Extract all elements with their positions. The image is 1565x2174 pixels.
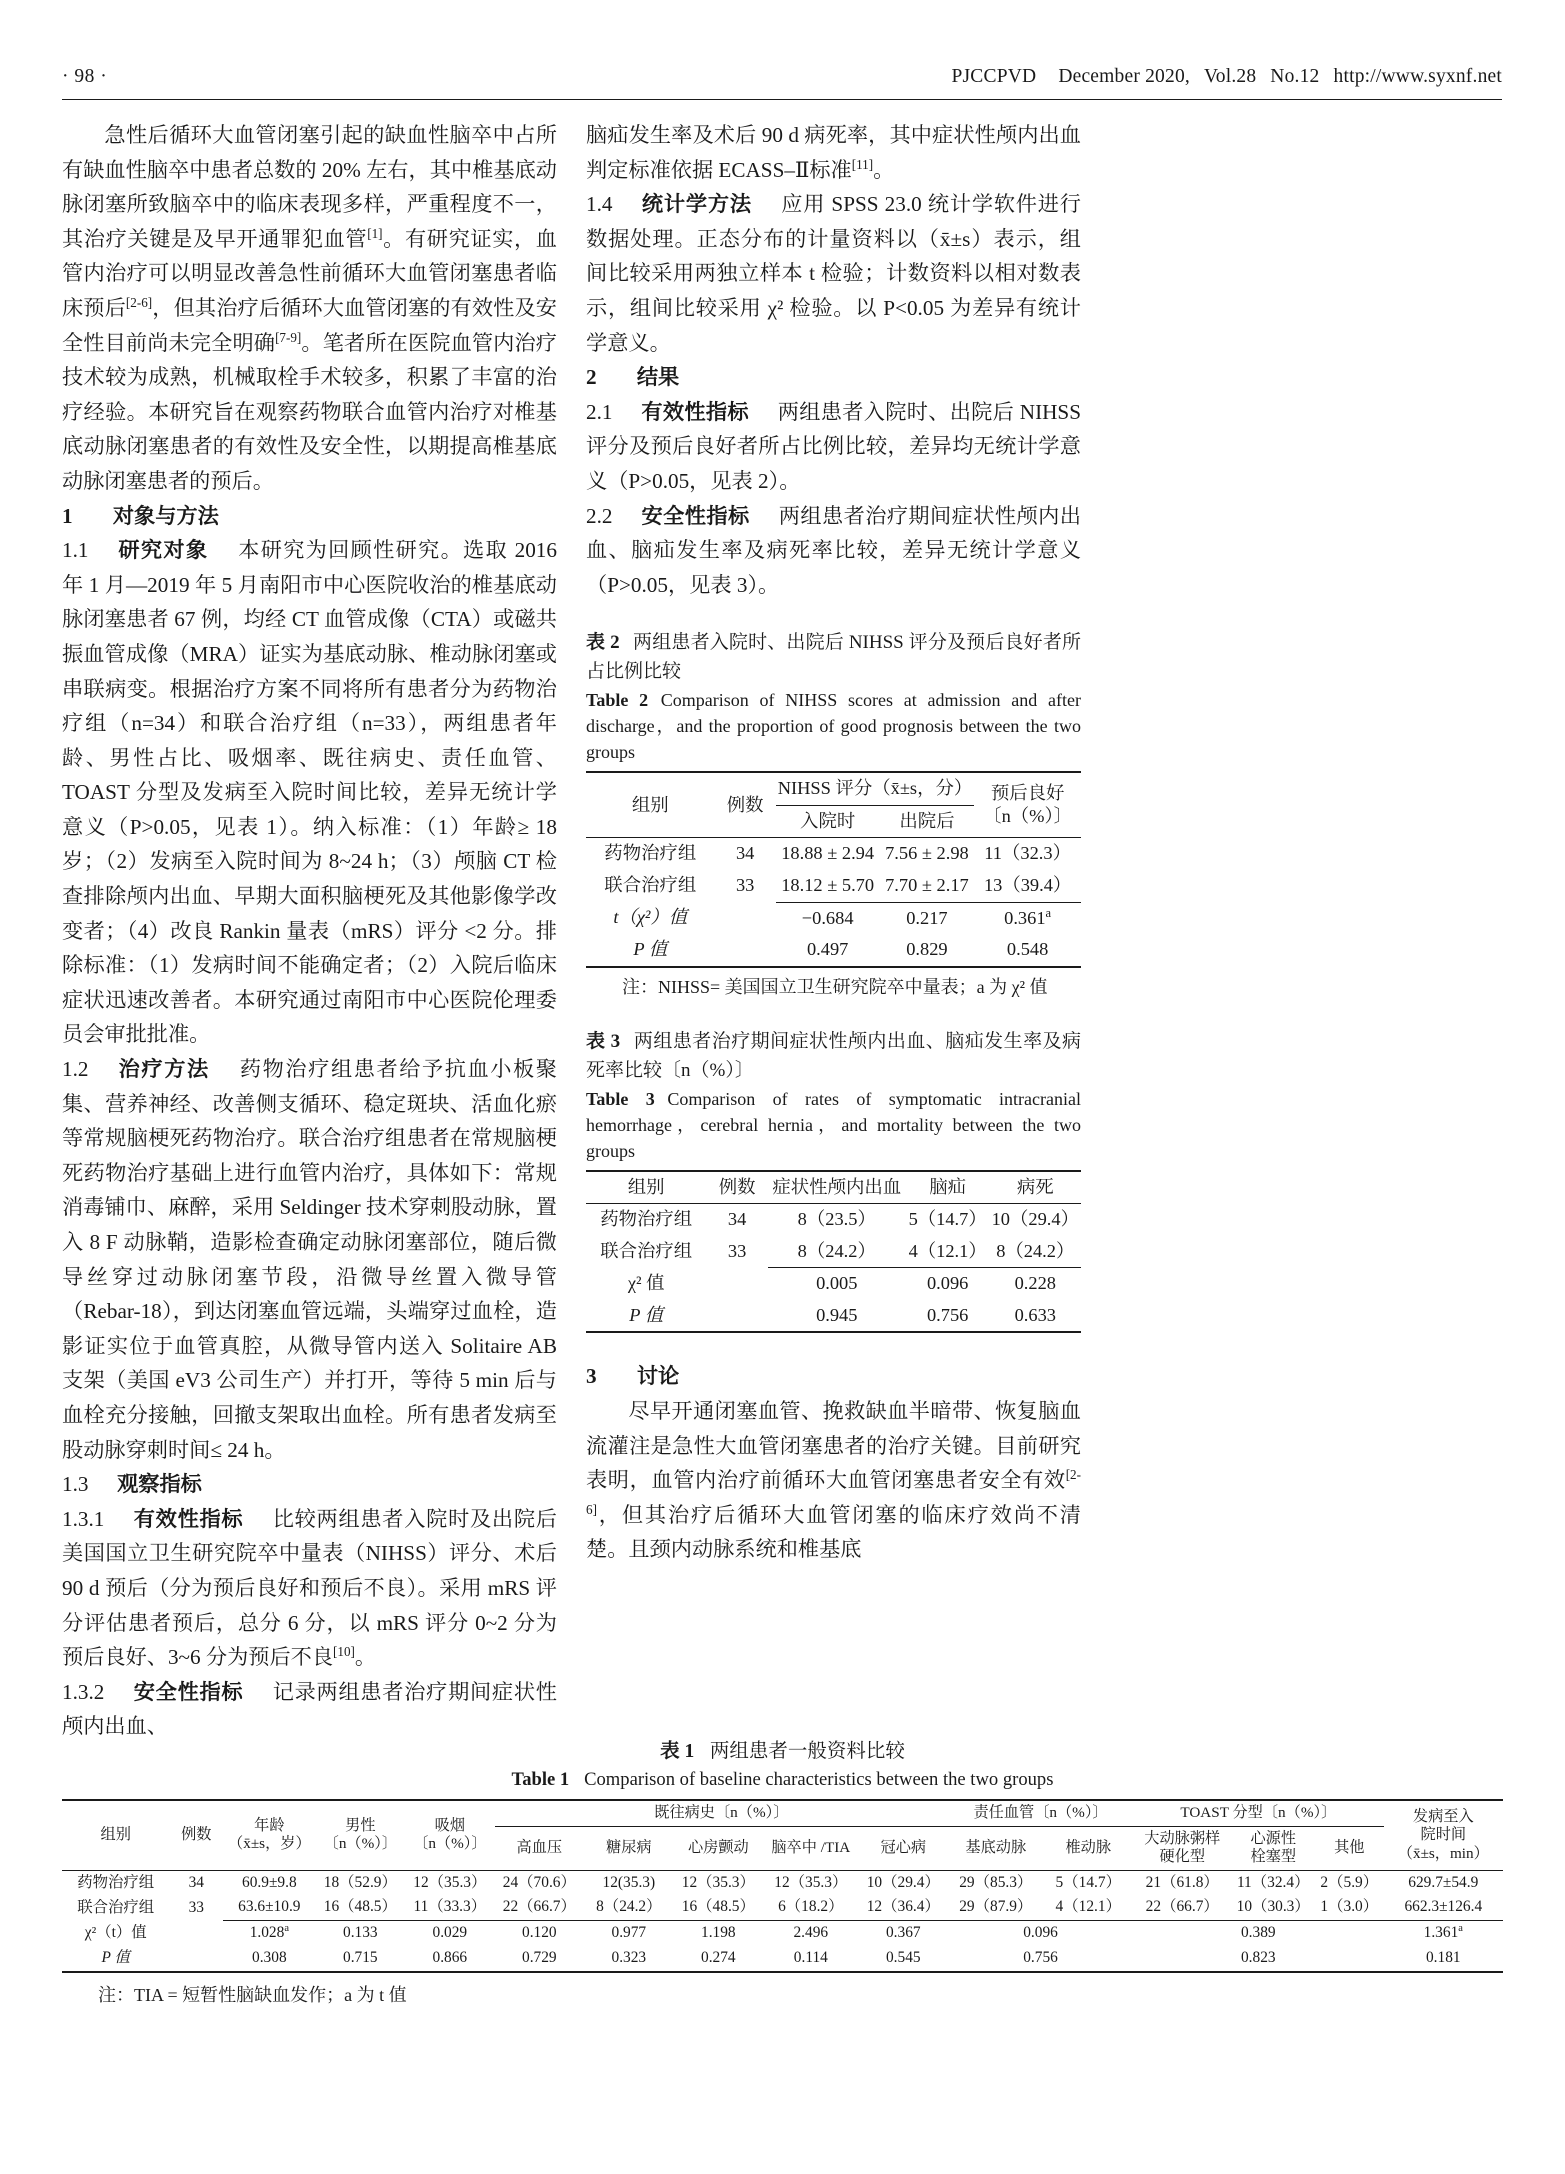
table-1-label-en: Table 1 [511, 1769, 570, 1790]
table-2-label-cn: 表 2 [586, 632, 620, 654]
table-3-stat-p-label: P 值 [629, 1304, 664, 1325]
issue-number: No.12 [1270, 66, 1320, 87]
table-1-stat-chi-onset: 1.361$^a$ [1423, 1923, 1463, 1942]
table-2-note: 注：NIHSS= 美国国立卫生研究院卒中量表；a 为 χ² 值 [622, 976, 1048, 997]
subsection-1-3-1-label: 有效性指标 [132, 1506, 244, 1531]
table-1-header-n: 例数 [181, 1826, 212, 1844]
table-3-stat-chi-death: 0.228 [1014, 1273, 1056, 1294]
table-1-stat-chi-hypertension: 0.120 [522, 1924, 557, 1942]
table-1-stat-p-chd: 0.545 [885, 1948, 921, 1966]
table-1-stat-chi-smoke: 0.029 [432, 1924, 468, 1942]
subsection-2-1-label: 有效性指标 [641, 399, 749, 424]
table-1-r1-other: 1（3.0） [1315, 1895, 1384, 1920]
table-3-r1-death: 8（24.2） [990, 1236, 1081, 1268]
table-1-note: 注：TIA = 短暂性脑缺血发作；a 为 t 值 [98, 1984, 407, 2005]
table-1-title-cn: 两组患者一般资料比较 [709, 1741, 905, 1762]
table-1-r1-age: 63.6±10.9 [223, 1895, 315, 1920]
table-1-r1-group: 联合治疗组 [77, 1898, 155, 1916]
table-1 [62, 1799, 1503, 1973]
table-1-stat-p-afib: 0.274 [701, 1948, 736, 1966]
table-1-header-vertebral: 椎动脉 [1065, 1838, 1112, 1856]
table-3-label-en: Table 3 [586, 1088, 655, 1109]
table-3-r0-hernia: 5（14.7） [908, 1209, 987, 1230]
table-1-r0-group: 药物治疗组 [77, 1873, 155, 1891]
table-2-r1-prognosis: 13（39.4） [974, 870, 1081, 902]
table-1-stat-chi-male: 0.133 [343, 1924, 378, 1942]
table-1-header-history: 既往病史〔n（%）〕 [495, 1800, 948, 1826]
table-1-r1-male: 16（48.5） [316, 1895, 406, 1920]
table-1-stat-chi-afib: 1.198 [701, 1924, 736, 1942]
citation-ref-11: [11] [851, 156, 874, 172]
table-1-r0-onset: 629.7±54.9 [1408, 1873, 1479, 1891]
table-3-r0-death: 10（29.4） [991, 1209, 1079, 1230]
table-3-label-cn: 表 3 [586, 1030, 621, 1052]
table-1-stat-p-row [62, 1946, 1503, 1972]
table-1-header-age: 年龄 （x̄±s，岁） [228, 1816, 311, 1853]
table-1-header-smoke: 吸烟 〔n（%）〕 [413, 1816, 487, 1853]
citation-ref-3: [7-9] [275, 329, 302, 345]
table-3-stat-chi-sich: 0.005 [816, 1273, 858, 1294]
table-1-r1-smoke: 11（33.3） [405, 1895, 495, 1920]
subsection-1-1-label: 研究对象 [117, 538, 209, 563]
table-1-r1-ce: 10（30.3） [1231, 1895, 1315, 1920]
table-1-stat-chi-row [62, 1921, 1503, 1946]
section-1-number: 1 [62, 503, 73, 528]
table-2-r1-admission: 18.12 ± 5.70 [776, 870, 880, 902]
table-3-r1-sich: 8（24.2） [768, 1236, 906, 1268]
table-1-header-vessel: 责任血管〔n（%）〕 [948, 1800, 1133, 1826]
table-2-header-prognosis-line1: 预后良好 [990, 782, 1065, 803]
left-column [62, 118, 557, 1744]
subsection-2-1-text: 两组患者入院时、出院后 NIHSS 评分及预后良好者所占比例比较，差异均无统计学意义（P>0.05，见表 2）。 [586, 399, 1081, 493]
journal-abbrev: PJCCPVD [951, 66, 1037, 87]
intro-text-b: 。有研究证实，血管内治疗可以明显改善急性前循环大血管闭塞患者临床预后 [62, 226, 557, 320]
subsection-1-2-label: 治疗方法 [117, 1057, 210, 1082]
table-1-r0-n: 34 [188, 1873, 204, 1891]
citation-ref-2-6: [2-6] [586, 1467, 1081, 1517]
table-3-stat-p-row [586, 1300, 1081, 1333]
table-3-r0-group: 药物治疗组 [600, 1209, 693, 1230]
table-1-r1-onset: 662.3±126.4 [1384, 1895, 1503, 1920]
table-3-header-sich: 症状性颅内出血 [772, 1176, 902, 1197]
table-2-stat-t-prognosis-sup: a [1045, 905, 1052, 920]
table-3-stat-chi-row [586, 1268, 1081, 1300]
continuation-paragraph [586, 118, 1081, 187]
table-3-title-cn: 两组患者治疗期间症状性颅内出血、脑疝发生率及病死率比较〔n（%）〕 [586, 1030, 1081, 1081]
table-1-header-las: 大动脉粥样 硬化型 [1144, 1829, 1221, 1866]
table-1-r0-las: 21（61.8） [1145, 1873, 1219, 1891]
subsection-1-4-text: 应用 SPSS 23.0 统计学软件进行数据处理。正态分布的计量资料以（x̄±s）表示，组间比较采用两独立样本 t 检验；计数资料以相对数表示，组间比较采用 χ² 检验。以 P<0.05 为差异有统计学意义。 [586, 192, 1081, 355]
subsection-2-2-text: 两组患者治疗期间症状性颅内出血、脑疝发生率及病死率比较，差异无统计学意义（P>0.05，见表 3）。 [586, 503, 1081, 597]
table-1-r0-chd: 10（29.4） [866, 1873, 940, 1891]
discussion-text-b: ，但其治疗后循环大血管闭塞的临床疗效尚不清楚。且颈内动脉系统和椎基底 [586, 1502, 1081, 1562]
table-2-stat-t-empty [715, 902, 776, 934]
table-3-header-group: 组别 [627, 1176, 665, 1197]
table-1-stat-p-age: 0.308 [252, 1948, 287, 1966]
table-1-stat-p-stroke: 0.114 [793, 1948, 828, 1966]
header-rule [62, 99, 1502, 100]
table-3-stat-p-death: 0.633 [1014, 1304, 1056, 1325]
journal-url: http://www.syxnf.net [1333, 66, 1502, 87]
subsection-1-3-label: 观察指标 [117, 1472, 202, 1497]
subsection-1-1-number: 1.1 [62, 538, 89, 563]
section-2-heading [586, 360, 1081, 395]
page-folio: · 98 · [62, 66, 108, 87]
table-2-stat-t-row [586, 902, 1081, 934]
table-3-header-hernia: 脑疝 [929, 1176, 967, 1197]
subsection-1-4-label: 统计学方法 [641, 192, 752, 217]
table-1-r0-ce: 11（32.4） [1236, 1873, 1310, 1891]
continuation-text-b: 。 [873, 157, 895, 182]
table-3-stat-p-hernia: 0.756 [926, 1304, 969, 1325]
section-2-number: 2 [586, 365, 597, 390]
table-3-r0-n: 34 [727, 1209, 747, 1230]
subsection-1-2-text: 药物治疗组患者给予抗血小板聚集、营养神经、改善侧支循环、稳定斑块、活血化瘀等常规脑梗死药物治疗。联合治疗组患者在常规脑梗死药物治疗基础上进行血管内治疗，具体如下：常规消毒铺巾、麻醉，采用 Seldinger 技术穿刺股动脉，置入 8 F 动脉鞘，造影检查确定动脉闭塞部位，随后微导丝穿过动脉闭塞节段，沿微导丝置入微导管（Rebar-18），到达闭塞血管远端，头端穿过血栓，造影证实位于血管真腔，从微导管内送入 Solitaire AB 支架（美国 eV3 公司生产）并打开，等待 5 min 后与血栓充分接触，回撤支架取出血栓。所有患者发病至股动脉穿刺时间≤ 24 h。 [62, 1057, 557, 1462]
table-3-caption-en [586, 1086, 1081, 1164]
subsection-1-1-text: 本研究为回顾性研究。选取 2016 年 1 月—2019 年 5 月南阳市中心医院收治的椎基底动脉闭塞患者 67 例，均经 CT 血管成像（CTA）或磁共振血管成像（MRA）证实为基底动脉、椎动脉闭塞或串联病变。根据治疗方案不同将所有患者分为药物治疗组（n=34）和联合治疗组（n=33），两组患者年龄、男性占比、吸烟率、既往病史、责任血管、TOAST 分型及发病至入院时间比较，差异无统计学意义（P>0.05，见表 1）。纳入标准：（1）年龄≥ 18 岁；（2）发病至入院时间为 8~24 h；（3）颅脑 CT 检查排除颅内出血、早期大面积脑梗死及其他影像学改变者；（4）改良 Rankin 量表（mRS）评分 <2 分。排除标准：（1）发病时间不能确定者；（2）入院后临床症状迅速改善者。本研究通过南阳市中心医院伦理委员会审批批准。 [62, 538, 557, 1047]
table-row [62, 1895, 1503, 1920]
table-2-stat-t-label: t（χ²）值 [613, 907, 688, 928]
table-1-stat-p-hypertension: 0.729 [522, 1948, 557, 1966]
table-1-header-onset: 发病至入 院时间 （x̄±s，min） [1397, 1807, 1489, 1862]
subsection-1-3 [62, 1467, 557, 1502]
citation-ref-2: [2-6] [125, 294, 153, 310]
table-2-header-group: 组别 [631, 794, 669, 815]
table-1-r0-vertebral: 5（14.7） [1055, 1873, 1121, 1891]
table-2-stat-p-admission: 0.497 [806, 939, 849, 960]
table-1-block [62, 1738, 1503, 2009]
table-1-r1-afib: 16（48.5） [674, 1895, 764, 1920]
table-3-block [586, 1027, 1081, 1334]
table-2-stat-p-row [586, 934, 1081, 967]
table-1-header-basilar: 基底动脉 [965, 1838, 1027, 1856]
subsection-1-3-1-text2: 。 [354, 1645, 377, 1670]
table-1-stat-chi-toast: 0.389 [1240, 1924, 1276, 1942]
table-2-r1-group: 联合治疗组 [604, 875, 697, 896]
subsection-1-3-1-text: 比较两组患者入院时及出院后美国国立卫生研究院卒中量表（NIHSS）评分、术后 90 d 预后（分为预后良好和预后不良）。采用 mRS 评分评估患者预后，总分 6 分，以 mRS 评分 0~2 分为预后良好、3~6 分为预后不良 [62, 1506, 557, 1670]
subsection-1-3-2-text: 记录两组患者治疗期间症状性颅内出血、 [62, 1679, 557, 1739]
issue-date: December 2020, [1058, 66, 1190, 87]
table-2-caption-cn [586, 628, 1081, 686]
table-3-stat-p-empty [706, 1300, 767, 1333]
table-1-stat-p-toast: 0.823 [1240, 1948, 1276, 1966]
table-2-header-admission: 入院时 [800, 810, 856, 831]
table-1-header-diabetes: 糖尿病 [606, 1838, 652, 1856]
intro-text-d: 。笔者所在医院血管内治疗技术较为成熟，机械取栓手术较多，积累了丰富的治疗经验。本研究旨在观察药物联合血管内治疗对椎基底动脉闭塞患者的有效性及安全性，以期提高椎基底动脉闭塞患者的预后。 [62, 330, 557, 493]
table-2-block [586, 628, 1081, 1000]
subsection-1-3-number: 1.3 [62, 1472, 89, 1497]
table-3-stat-p-sich: 0.945 [816, 1304, 858, 1325]
table-1-r0-other: 2（5.9） [1320, 1873, 1379, 1891]
table-1-r1-basilar: 29（87.9） [948, 1895, 1043, 1920]
table-2-header-n: 例数 [726, 794, 764, 815]
table-1-caption-en [62, 1766, 1503, 1793]
table-row [62, 1870, 1503, 1895]
table-1-header-chd: 冠心病 [880, 1838, 927, 1856]
table-3-header-death: 病死 [1016, 1176, 1054, 1197]
table-2-r0-discharge: 7.56 ± 2.98 [885, 843, 969, 864]
table-2-stat-p-prognosis: 0.548 [1006, 939, 1049, 960]
table-2-caption-en [586, 687, 1081, 765]
table-1-header-toast: TOAST 分型〔n（%）〕 [1133, 1800, 1384, 1826]
table-3-r1-n: 33 [727, 1240, 747, 1261]
table-1-r0-basilar: 29（85.3） [959, 1873, 1033, 1891]
subsection-2-2-number: 2.2 [586, 503, 613, 528]
table-1-header-group: 组别 [100, 1826, 131, 1844]
table-1-stat-p-empty [169, 1946, 223, 1972]
table-2-stat-p-label: P 值 [633, 939, 668, 960]
table-3-stat-chi-empty [706, 1268, 767, 1300]
discussion-paragraph [586, 1394, 1081, 1567]
intro-text-c: ，但其治疗后循环大血管闭塞的有效性及安全性目前尚未完全明确 [62, 295, 557, 355]
table-1-stat-p-vessel: 0.756 [1023, 1948, 1058, 1966]
table-3-r1-hernia: 4（12.1） [906, 1236, 990, 1268]
table-1-header-afib: 心房颤动 [687, 1838, 749, 1856]
intro-text-a: 急性后循环大血管闭塞引起的缺血性脑卒中占所有缺血性脑卒中患者总数的 20% 左右，其中椎基底动脉闭塞所致脑卒中的临床表现多样，严重程度不一，其治疗关键是及早开通罪犯血管 [62, 123, 557, 251]
subsection-1-3-1 [62, 1502, 557, 1675]
table-1-stat-chi-chd: 0.367 [885, 1924, 921, 1942]
table-1-r1-n: 33 [188, 1898, 204, 1916]
table-1-caption-cn [62, 1738, 1503, 1766]
table-1-stat-chi-age: 1.028$^a$ [249, 1923, 289, 1942]
table-1-stat-chi-diabetes: 0.977 [611, 1924, 647, 1942]
citation-ref-1: [1] [367, 225, 383, 241]
table-2-r1-discharge: 7.70 ± 2.17 [880, 870, 975, 902]
table-3-r1-group: 联合治疗组 [600, 1240, 693, 1261]
section-3-title: 讨论 [636, 1364, 680, 1389]
table-2-r0-admission: 18.88 ± 2.94 [781, 843, 875, 864]
table-1-r1-stroke: 6（18.2） [763, 1895, 858, 1920]
table-2-stat-t-admission: −0.684 [801, 907, 854, 928]
section-3-number: 3 [586, 1364, 597, 1389]
citation-ref-10: [10] [333, 1644, 355, 1660]
volume: Vol.28 [1203, 66, 1257, 87]
table-2-title-en: Comparison of NIHSS scores at admission and after discharge，and the proportion of good prognosis between the two groups [586, 690, 1081, 763]
table-1-r1-diabetes: 8（24.2） [584, 1895, 674, 1920]
continuation-text-a: 脑疝发生率及术后 90 d 病死率，其中症状性颅内出血判定标准依据 ECASS–Ⅱ标准 [586, 123, 1081, 182]
table-2 [586, 771, 1081, 967]
table-1-r1-hypertension: 22（66.7） [495, 1895, 585, 1920]
subsection-2-1 [586, 395, 1081, 499]
section-1-title: 对象与方法 [112, 503, 219, 528]
table-2-r0-prognosis: 11（32.3） [984, 843, 1071, 864]
table-row [586, 838, 1081, 870]
table-1-r0-stroke: 12（35.3） [774, 1873, 848, 1891]
table-row [586, 1204, 1081, 1236]
table-1-r0-age: 60.9±9.8 [242, 1873, 297, 1891]
table-3-r0-sich: 8（23.5） [797, 1209, 876, 1230]
table-1-r0-male: 18（52.9） [323, 1873, 397, 1891]
subsection-1-3-2 [62, 1675, 557, 1744]
table-2-header-nihss: NIHSS 评分（x̄±s，分） [776, 772, 975, 805]
table-1-stat-p-smoke: 0.866 [432, 1948, 468, 1966]
table-3-title-en: Comparison of rates of symptomatic intracranial hemorrhage，cerebral hernia，and mortality between the two groups [586, 1088, 1081, 1161]
table-2-header-discharge: 出院后 [899, 810, 955, 831]
table-1-stat-p-male: 0.715 [343, 1948, 378, 1966]
subsection-2-1-number: 2.1 [586, 399, 613, 424]
table-1-stat-p-diabetes: 0.323 [611, 1948, 647, 1966]
table-1-r0-hypertension: 24（70.6） [502, 1873, 576, 1891]
table-2-stat-p-empty [715, 934, 776, 967]
table-2-header-prognosis [974, 772, 1081, 838]
section-3-heading [586, 1359, 1081, 1394]
table-1-header-other: 其他 [1334, 1838, 1365, 1856]
table-1-r0-diabetes: 12(35.3) [602, 1873, 656, 1891]
table-3-header-n: 例数 [718, 1176, 756, 1197]
table-3-header-row [586, 1171, 1081, 1204]
table-3-stat-chi-label: χ² 值 [627, 1272, 665, 1293]
table-3-stat-chi-hernia: 0.096 [926, 1273, 969, 1294]
subsection-1-3-2-label: 安全性指标 [132, 1679, 244, 1704]
table-1-stat-chi-stroke: 2.496 [793, 1924, 829, 1942]
subsection-1-3-2-number: 1.3.2 [62, 1679, 105, 1704]
table-1-stat-chi-vessel: 0.096 [1023, 1924, 1058, 1942]
table-2-stat-t-prognosis: 0.361$^a$ [1004, 905, 1052, 928]
discussion-text-a: 尽早开通闭塞血管、挽救缺血半暗带、恢复脑血流灌注是急性大血管闭塞患者的治疗关键。目前研究表明，血管内治疗前循环大血管闭塞患者安全有效 [586, 1398, 1081, 1493]
subsection-1-4-number: 1.4 [586, 192, 613, 217]
table-1-stat-chi-label: χ²（t）值 [84, 1923, 147, 1941]
table-1-stat-p-label: P 值 [101, 1948, 130, 1966]
table-2-r0-group: 药物治疗组 [604, 843, 697, 864]
table-row [586, 870, 1081, 902]
subsection-1-2 [62, 1052, 557, 1467]
intro-paragraph [62, 118, 557, 499]
table-1-r1-chd: 12（36.4） [859, 1895, 949, 1920]
running-head [62, 66, 1502, 100]
subsection-1-1 [62, 533, 557, 1052]
table-1-header-stroke: 脑卒中 /TIA [771, 1838, 851, 1856]
subsection-2-2 [586, 499, 1081, 603]
subsection-1-4 [586, 187, 1081, 360]
table-1-r0-afib: 12（35.3） [681, 1873, 755, 1891]
table-3 [586, 1170, 1081, 1334]
table-2-stat-p-discharge: 0.829 [906, 939, 948, 960]
table-1-label-cn: 表 1 [660, 1741, 695, 1762]
table-2-label-en: Table 2 [586, 690, 649, 711]
table-1-header-ce: 心源性 栓塞型 [1250, 1829, 1296, 1866]
table-1-r0-smoke: 12（35.3） [413, 1873, 487, 1891]
section-2-title: 结果 [636, 365, 680, 390]
table-1-header-male: 男性 〔n（%）〕 [323, 1816, 398, 1853]
table-1-r1-las: 22（66.7） [1133, 1895, 1231, 1920]
right-column [586, 118, 1081, 1567]
table-2-header-prognosis-line2: 〔n（%）〕 [983, 806, 1073, 827]
subsection-1-3-1-number: 1.3.1 [62, 1506, 105, 1531]
table-1-header-row-1 [62, 1800, 1503, 1826]
running-head-citation [951, 66, 1502, 88]
table-1-stat-chi-empty [169, 1921, 223, 1946]
table-1-stat-p-onset: 0.181 [1425, 1948, 1461, 1966]
section-1-heading [62, 499, 557, 534]
table-2-stat-t-discharge: 0.217 [906, 907, 948, 928]
table-1-r1-vertebral: 4（12.1） [1044, 1895, 1134, 1920]
table-2-header-row-1 [586, 772, 1081, 805]
table-1-header-hypertension: 高血压 [516, 1838, 563, 1856]
subsection-2-2-label: 安全性指标 [641, 503, 750, 528]
table-1-title-en: Comparison of baseline characteristics between the two groups [584, 1769, 1054, 1790]
table-2-title-cn: 两组患者入院时、出院后 NIHSS 评分及预后良好者所占比例比较 [586, 632, 1081, 683]
subsection-1-2-number: 1.2 [62, 1057, 89, 1082]
table-row [586, 1236, 1081, 1268]
table-3-caption-cn [586, 1027, 1081, 1085]
table-2-r1-n: 33 [735, 875, 755, 896]
table-2-r0-n: 34 [735, 843, 755, 864]
